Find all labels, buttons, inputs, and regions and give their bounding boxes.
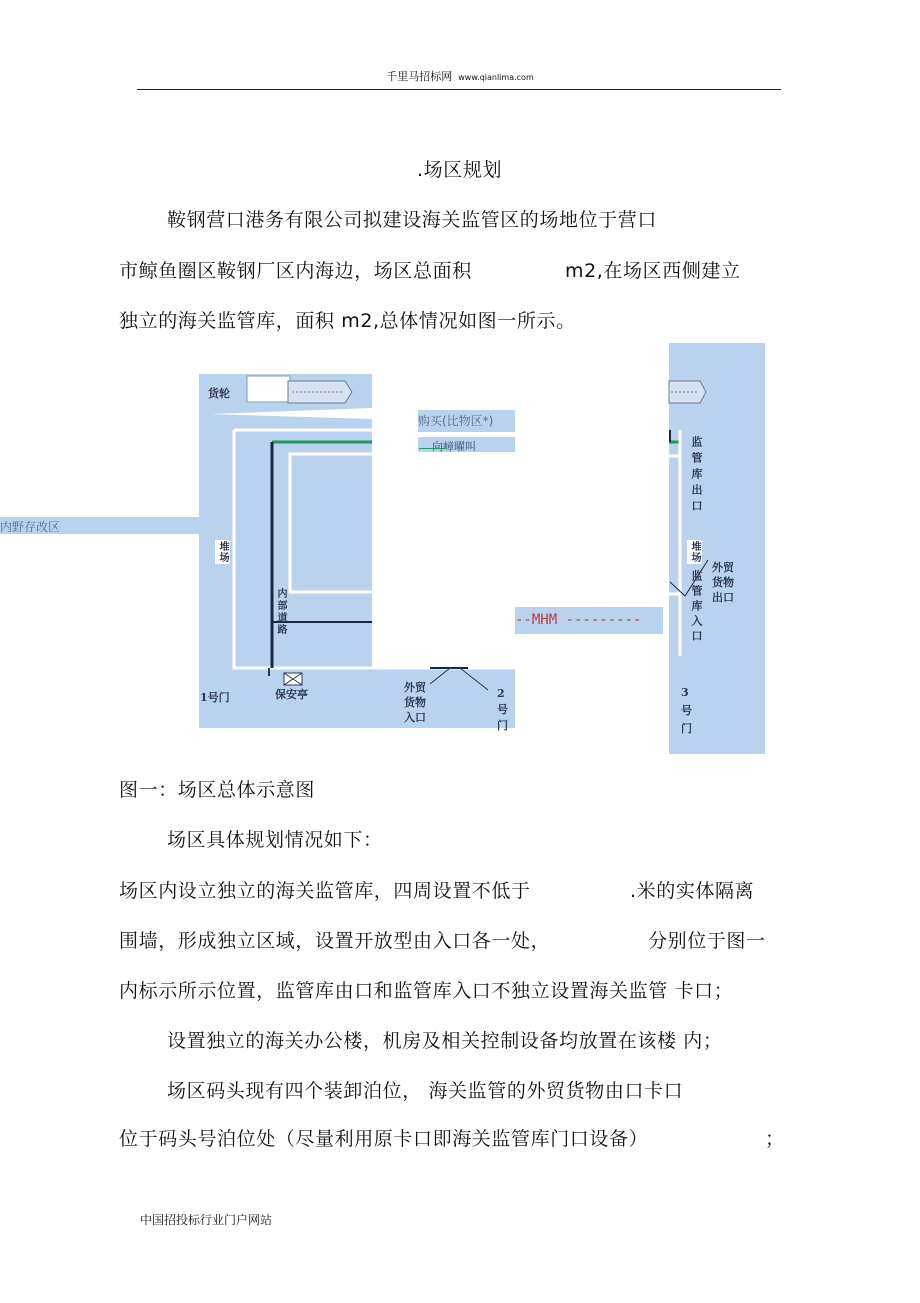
label-ship-left: 货轮 <box>208 387 230 400</box>
intro-line-2: 市鲸鱼圈区鞍钢厂区内海边，场区总面积 <box>119 260 472 282</box>
body-line-7b: ； <box>765 1128 785 1150</box>
body-line-1: 场区具体规划情况如下： <box>167 829 383 851</box>
body-line-3: 围墙，形成独立区域，设置开放型由入口各一处， <box>119 930 551 952</box>
header-site-name: 千里马招标网 <box>386 70 453 83</box>
section-title: .场区规划 <box>417 159 503 181</box>
label-warehouse-entry: 监管库入口 <box>690 570 703 645</box>
header-url[interactable]: www.qianlima.com <box>458 73 534 82</box>
body-line-2: 场区内设立独立的海关监管库，四周设置不低于 <box>119 880 531 902</box>
body-line-3b: 分别位于图一 <box>648 930 766 952</box>
outer-boundary-left <box>234 430 372 668</box>
ship-cabin <box>247 376 290 402</box>
label-gate3: 3号门 <box>681 686 692 735</box>
body-line-6: 场区码头现有四个装卸泊位， 海关监管的外贸货物由口卡口 <box>167 1080 684 1102</box>
label-guard: 保安亭 <box>275 688 308 701</box>
label-gate2: 2号门 <box>497 687 508 732</box>
inner-warehouse-right <box>669 456 680 594</box>
quay-edge <box>210 408 372 419</box>
label-warehouse-exit: 监管库出口 <box>690 436 703 516</box>
label-right-vertical: 堆场 <box>689 541 700 563</box>
label-left-vertical: 堆场 <box>217 541 228 563</box>
label-foreign-exit: 外贸货物出口 <box>712 561 734 604</box>
label-dashed-band: --MHM --------- <box>515 612 642 628</box>
label-storage-band: 内野存改区 <box>0 520 61 534</box>
page-footer: 中国招投标行业门户网站 <box>140 1213 273 1227</box>
body-line-7: 位于码头号泊位处（尽量利用原卡口即海关监管库门口设备） <box>119 1128 649 1150</box>
inner-warehouse-left <box>290 454 372 592</box>
label-top-center: 购买(比物区*) <box>418 414 494 428</box>
label-road-vertical: 内部道路 <box>275 588 286 636</box>
figure-caption: 图一：场区总体示意图 <box>119 779 316 801</box>
body-line-5: 设置独立的海关办公楼，机房及相关控制设备均放置在该楼 内； <box>167 1030 723 1052</box>
body-line-4: 内标示所示位置，监管库由口和监管库入口不独立设置海关监管 卡口； <box>119 980 734 1002</box>
top-center-green-line <box>419 448 445 449</box>
label-foreign-entry: 外贸货物入口 <box>404 681 426 724</box>
intro-line-1: 鞍钢营口港务有限公司拟建设海关监管区的场地位于营口 <box>167 209 658 231</box>
intro-line-3: 独立的海关监管库，面积 m2,总体情况如图一所示。 <box>119 310 576 332</box>
intro-line-2b: m2,在场区西侧建立 <box>565 260 741 282</box>
label-gate1: 1号门 <box>200 691 230 704</box>
label-top-center-sub: 向嶂曜叫 <box>432 440 476 453</box>
body-line-2b: .米的实体隔离 <box>630 880 755 902</box>
